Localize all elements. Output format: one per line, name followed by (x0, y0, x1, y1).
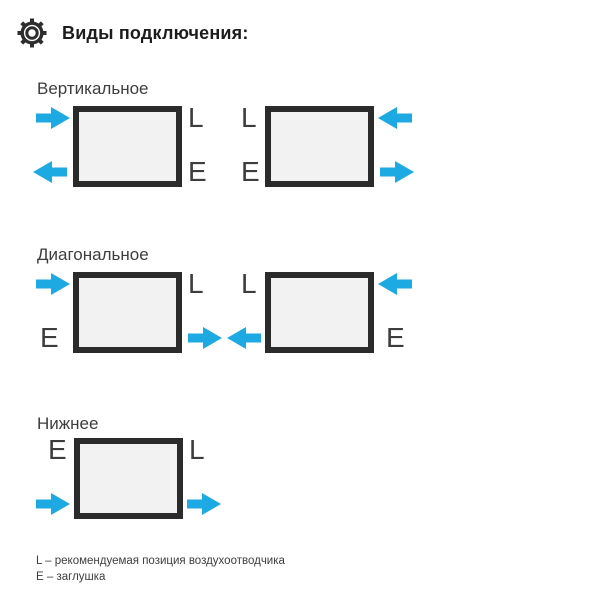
page-title: Виды подключения: (62, 22, 249, 43)
plug-port-label: E (40, 322, 59, 353)
plug-port-label: E (188, 156, 207, 187)
section-title-diagonal: Диагональное (37, 245, 149, 264)
air-vent-port-label: L (241, 102, 257, 133)
air-vent-port-label: L (189, 434, 205, 465)
radiator-box (73, 106, 182, 187)
flow-in-arrow (36, 493, 70, 515)
radiator-box (265, 272, 374, 353)
plug-port-label: E (48, 434, 67, 465)
radiator-box (73, 272, 182, 353)
flow-out-arrow (187, 493, 221, 515)
section-title-vertical: Вертикальное (37, 79, 149, 98)
flow-out-arrow (227, 327, 261, 349)
flow-in-arrow (36, 273, 70, 295)
legend-air-vent: L – рекомендуемая позиция воздухоотводчика (36, 555, 285, 567)
gear-icon (16, 17, 48, 49)
header (16, 17, 249, 49)
flow-in-arrow (378, 273, 412, 295)
radiator-box (265, 106, 374, 187)
flow-in-arrow (36, 107, 70, 129)
flow-in-arrow (378, 107, 412, 129)
air-vent-port-label: L (241, 268, 257, 299)
air-vent-port-label: L (188, 268, 204, 299)
plug-port-label: E (241, 156, 260, 187)
flow-out-arrow (188, 327, 222, 349)
legend-plug: E – заглушка (36, 571, 106, 583)
radiator-box (74, 438, 183, 519)
plug-port-label: E (386, 322, 405, 353)
section-title-bottom: Нижнее (37, 414, 99, 433)
flow-out-arrow (33, 161, 67, 183)
air-vent-port-label: L (188, 102, 204, 133)
flow-out-arrow (380, 161, 414, 183)
